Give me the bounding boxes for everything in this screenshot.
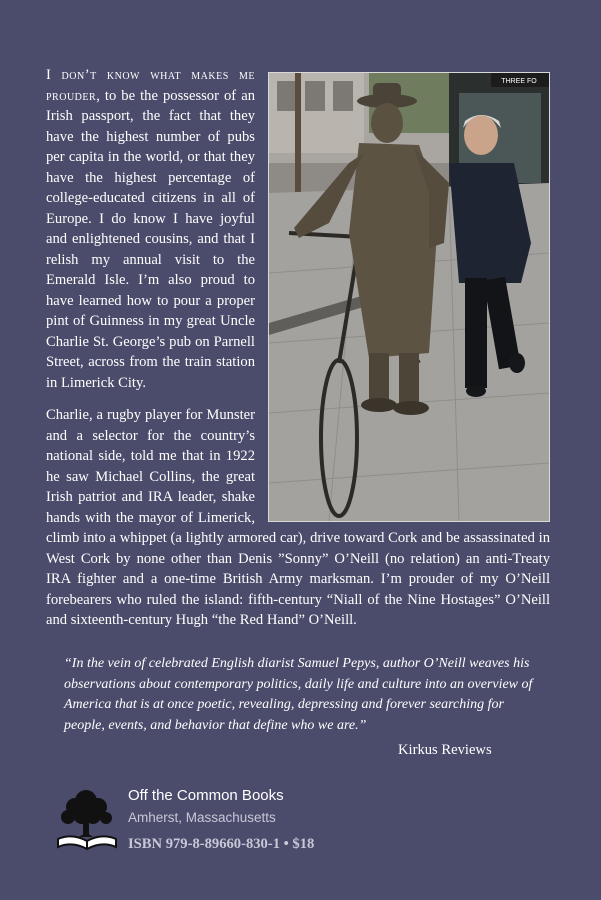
paragraph-2 — [46, 405, 550, 631]
photo-wrap-spacer — [268, 405, 550, 515]
review-attribution: Kirkus Reviews — [398, 742, 492, 758]
paragraph-2-text: Charlie, a rugby player for Munster and a selector for the country’s national side, told me that in 1922 he saw Michael Collins, the great Irish patriot and IRA leader, shake hands with the mayor of Limerick, climb into a whippet (a lightly armored car), drive toward Cork and be assassinated in West Cork by none other than Denis ”Sonny” O’Neill (no relation) an anti-Treaty IRA fighter and a one-time British Army marksman. I’m prouder of my O’Neill forebearers who ruled the island: fifth-century “Niall of the Nine Hostages” O’Neill and sixteenth-century Hugh “the Red Hand” O’Neill. — [46, 407, 550, 628]
paragraph-1-text: , to be the possessor of an Irish passport, the fact that they have the highest number of pubs per capita in the world, or that they have the highest percentage of college-educated citizens in all of Europe. I do know I have joyful and enlightened cousins, and that I relish my annual visit to the Emerald Isle. I’m also proud to have learned how to pour a proper pint of Guinness in my great Uncle Charlie St. George’s pub on Parnell Street, across from the train station in Limerick City. — [46, 87, 255, 391]
publisher-name: Off the Common Books — [128, 787, 284, 804]
publisher-logo-icon — [56, 787, 118, 853]
shop-sign-text: THREE FO — [501, 78, 537, 85]
review-quote: “In the vein of celebrated English diarist Samuel Pepys, author O’Neill weaves his observations about contemporary politics, daily life and culture into an overview of America that is at once poetic, revealing, depressing and forever searching for people, events, and behavior that define who we are.” — [64, 656, 533, 733]
publisher-location: Amherst, Massachusetts — [128, 810, 276, 825]
opening-small-caps: I don’t know what makes me prouder — [46, 67, 255, 104]
isbn-price: ISBN 979-8-89660-830-1 • $18 — [128, 836, 315, 852]
